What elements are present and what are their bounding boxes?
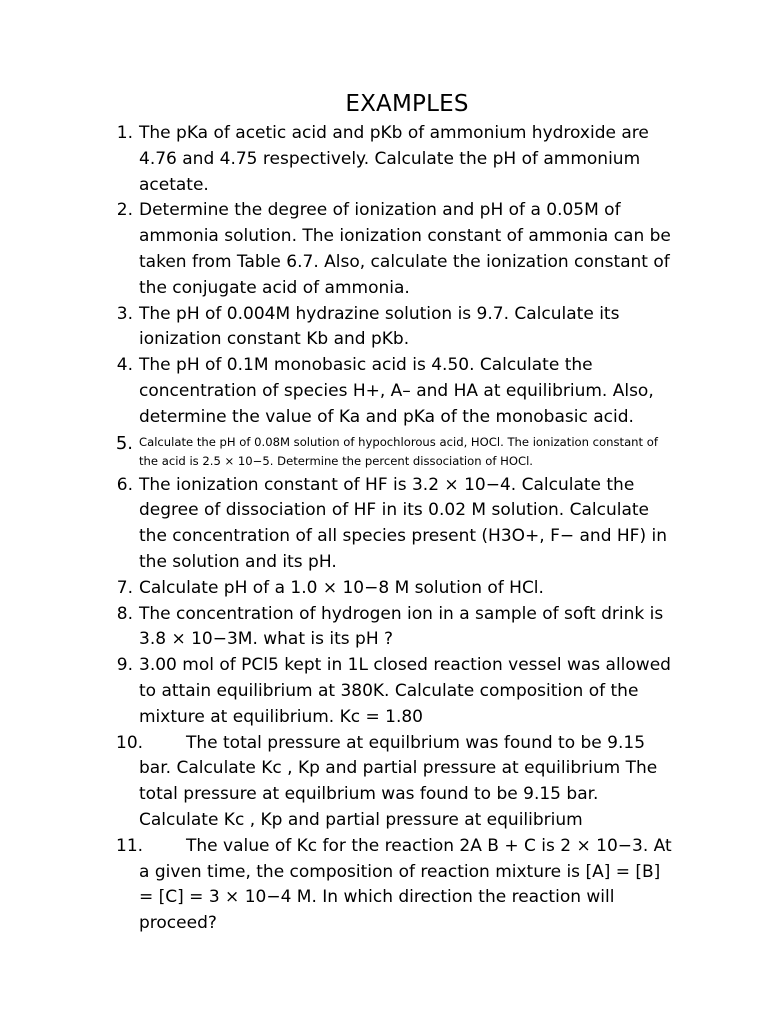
item-text: The pH of 0.1M monobasic acid is 4.50. Calculate the concentration of species H+, A– and HA at equilibrium. Also, determine the value of Ka and pKa of the monobasic acid.	[139, 355, 654, 427]
list-item	[0, 431, 679, 473]
item-number: 7.	[116, 577, 133, 598]
list-item	[0, 121, 679, 198]
examples-list	[0, 121, 768, 937]
item-number: 11.	[116, 835, 144, 856]
list-item	[0, 198, 679, 301]
item-number: 1.	[116, 123, 133, 143]
list-item	[0, 576, 679, 602]
item-number: 3.	[116, 303, 133, 324]
list-item	[0, 353, 679, 430]
item-text: The pKa of acetic acid and pKb of ammonium hydroxide are 4.76 and 4.75 respectively. Calculate the pH of ammonium acetate.	[139, 123, 649, 195]
item-text: The value of Kc for the reaction 2A B + C is 2 × 10−3. At a given time, the composition of reaction mixture is [A] = [B] = [C] = 3 × 10−4 M. In which direction the reaction will proceed?	[139, 835, 672, 934]
item-text: 3.00 mol of PCl5 kept in 1L closed reaction vessel was allowed to attain equilibrium at 380K. Calculate composition of the mixture at equilibrium. Kc = 1.80	[139, 655, 671, 727]
item-text: The total pressure at equilbrium was found to be 9.15 bar. Calculate Kc , Kp and partial pressure at equilibrium The total pressure at equilbrium was found to be 9.15 bar. Calculate Kc , Kp and partial pressure at equilibrium	[139, 732, 658, 830]
item-text: The pH of 0.004M hydrazine solution is 9.7. Calculate its ionization constant Kb and pKb.	[139, 303, 620, 350]
item-text: Calculate pH of a 1.0 × 10−8 M solution of HCl.	[139, 577, 544, 598]
item-number: 8.	[116, 603, 133, 624]
item-text: The ionization constant of HF is 3.2 × 10−4. Calculate the degree of dissociation of HF in its 0.02 M solution. Calculate the concentration of all species present (H3O+, F− and HF) in the solution and its pH.	[139, 474, 667, 572]
item-number: 5.	[115, 432, 133, 454]
list-item	[0, 473, 679, 576]
list-item	[0, 834, 679, 937]
item-text: Calculate the pH of 0.08M solution of hypochlorous acid, HOCl. The ionization constant of the acid is 2.5 × 10−5. Determine the percent dissociation of HOCl.	[139, 434, 658, 468]
item-number: 2.	[116, 200, 133, 221]
item-number: 4.	[116, 355, 133, 376]
item-number: 6.	[116, 474, 133, 495]
item-number: 10.	[116, 732, 144, 753]
page-title: EXAMPLES	[345, 91, 469, 117]
item-text: Determine the degree of ionization and pH of a 0.05M of ammonia solution. The ionization constant of ammonia can be taken from Table 6.7. Also, calculate the ionization constant of the conjugate acid of ammonia.	[139, 200, 671, 298]
list-item	[0, 602, 679, 654]
list-item	[0, 302, 679, 354]
item-number: 9.	[116, 655, 133, 676]
list-item	[0, 731, 679, 834]
list-item	[0, 653, 679, 730]
item-text: The concentration of hydrogen ion in a sample of soft drink is 3.8 × 10−3M. what is its pH ?	[139, 603, 664, 650]
